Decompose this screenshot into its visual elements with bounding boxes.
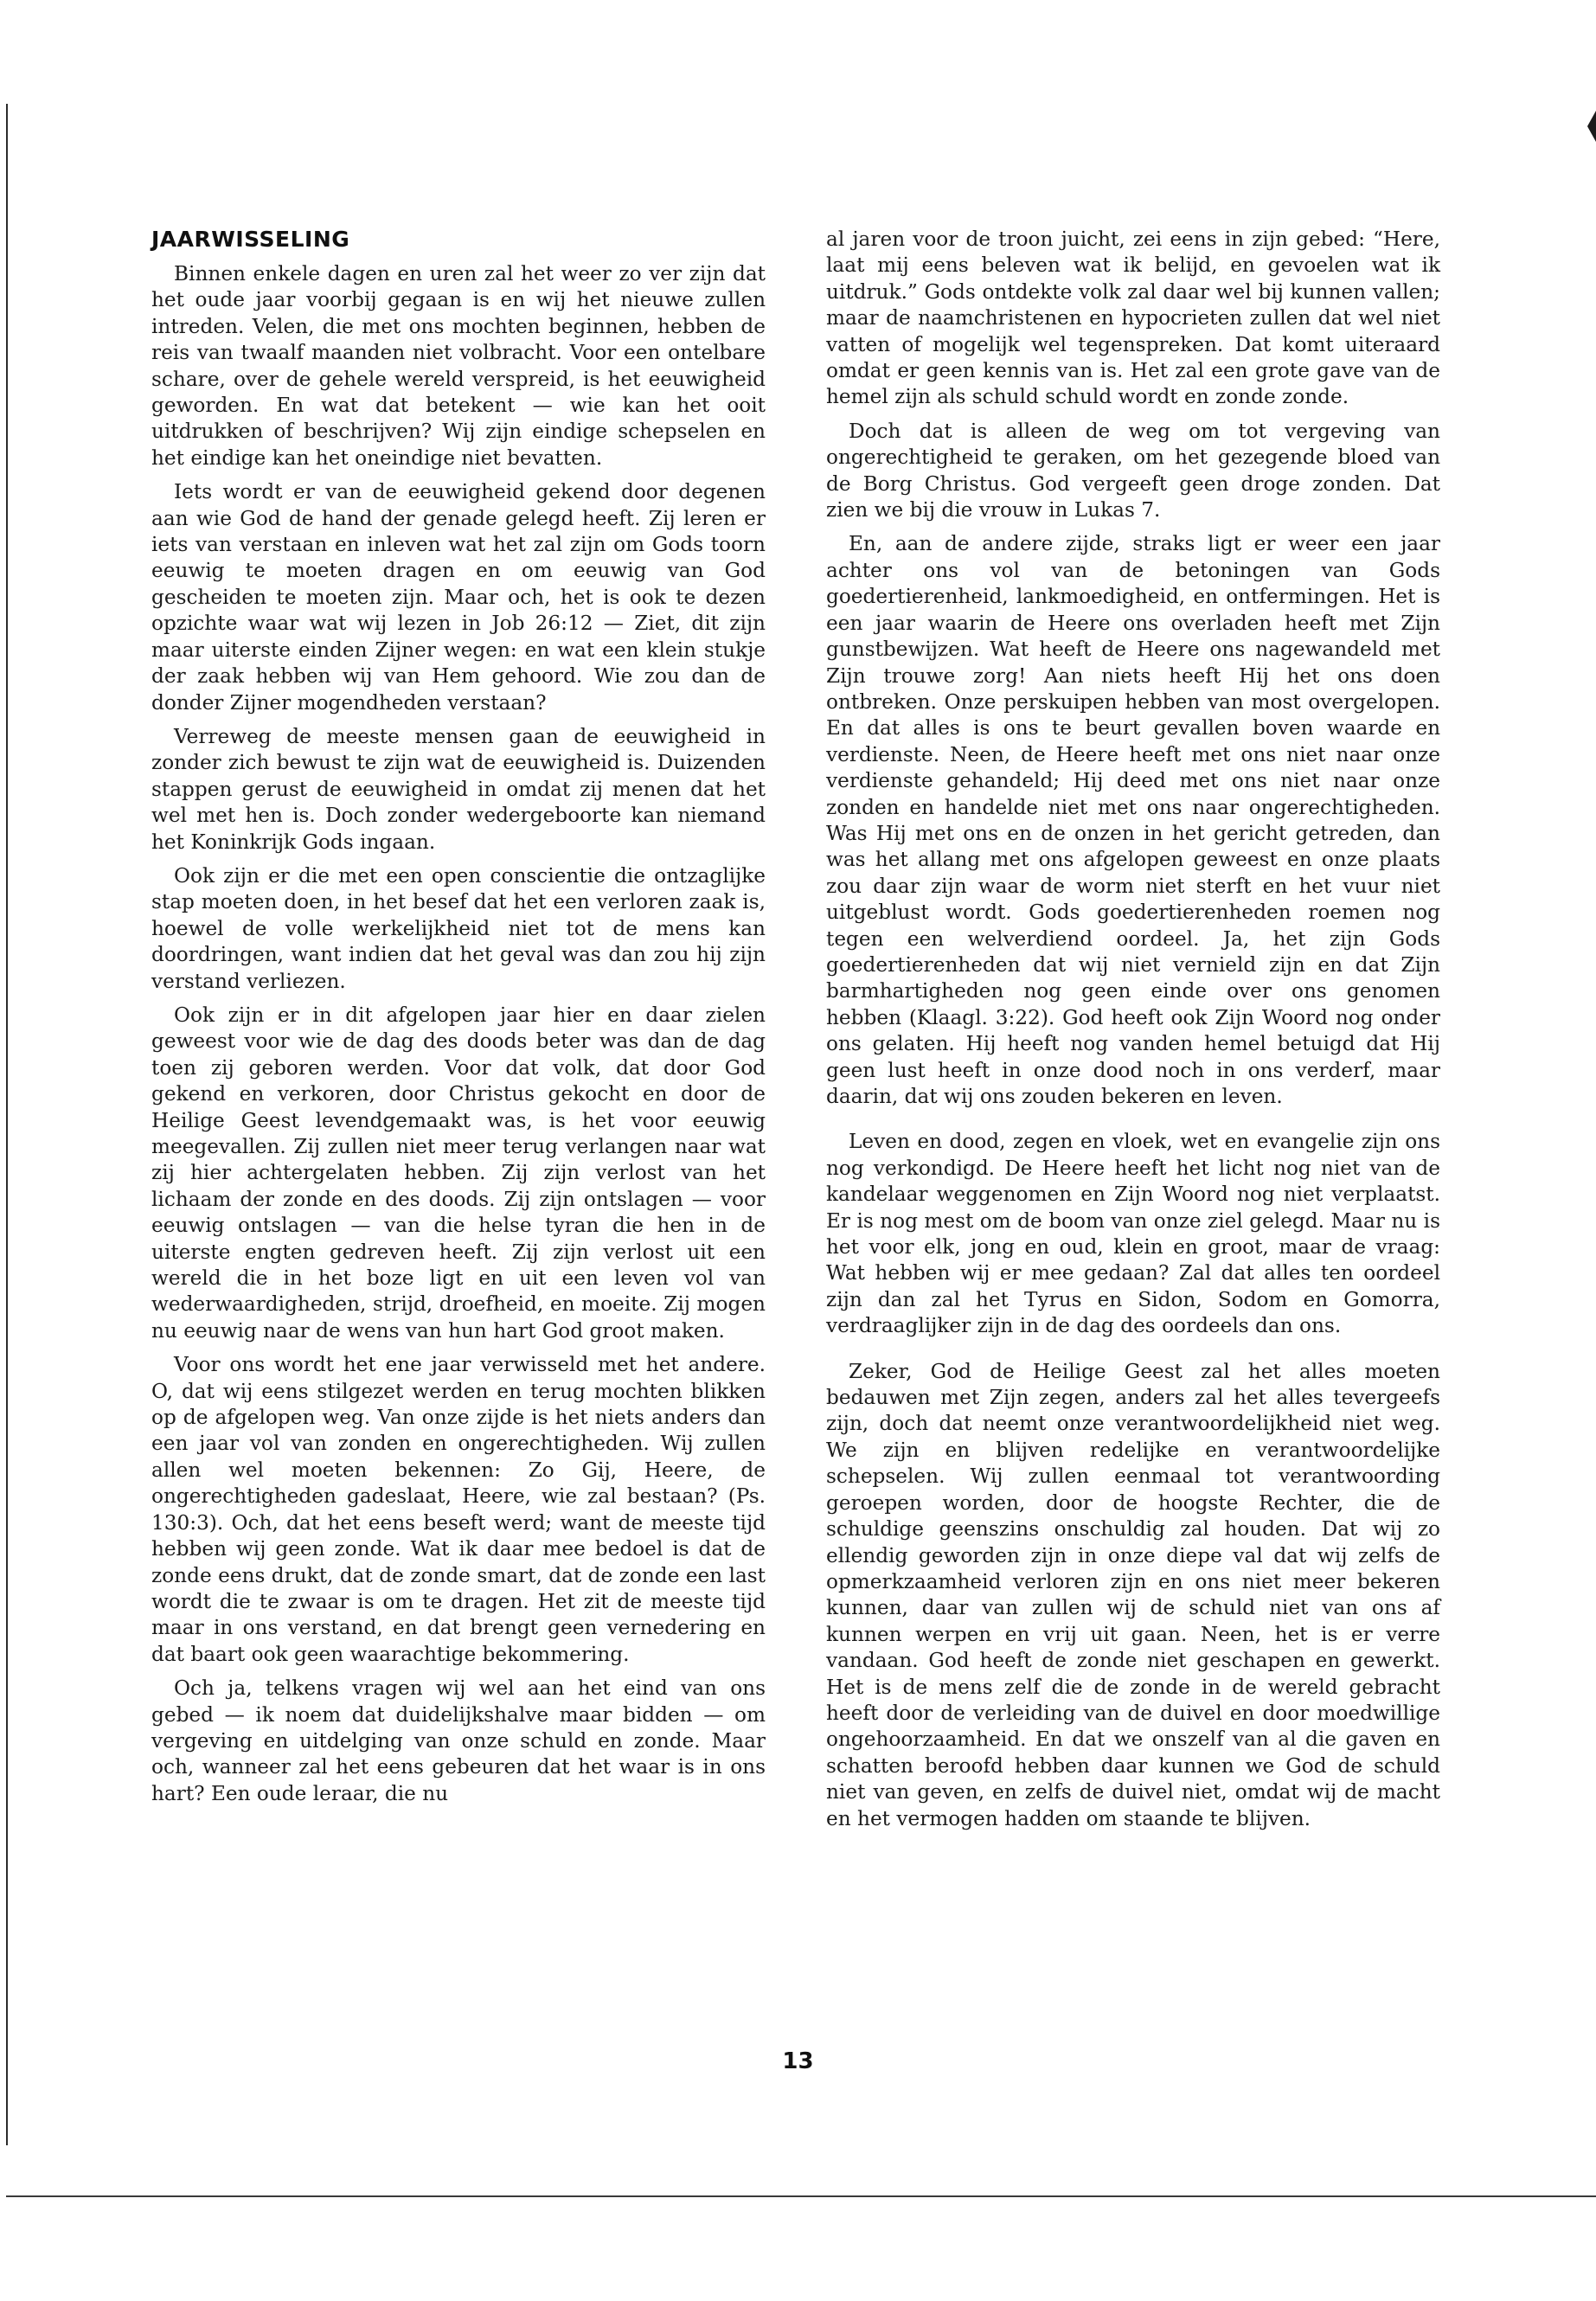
paragraph: Voor ons wordt het ene jaar verwisseld met het andere. O, dat wij eens stilgezet werden en terug mochten blikken op de afgelopen weg. Van onze zijde is het niets anders dan een jaar vol van zonden en ongerechtigheden. Wij zullen allen wel moeten bekennen: Zo Gij, Heere, de ongerechtigheden gadeslaat, Heere, wie zal bestaan? (Ps. 130:3). Och, dat het eens beseft werd; want de meeste tijd hebben wij geen zonde. Wat ik daar mee bedoel is dat de zonde eens drukt, dat de zonde smart, dat de zonde een last wordt die te zwaar is om te dragen. Het zit de meeste tijd maar in ons verstand, en dat brengt geen vernedering en dat baart ook geen waarachtige bekommering. [151, 1353, 766, 1666]
paragraph: al jaren voor de troon juicht, zei eens in zijn gebed: “Here, laat mij eens beleven wat ik belijd, en gevoelen wat ik uitdruk.” Gods ontdekte volk zal daar wel bij kunnen vallen; maar de naamchristenen en hypocrieten zullen dat wel niet vatten of mogelijk wel tegenspreken. Dat komt uiteraard omdat er geen kennis van is. Het zal een grote gave van de hemel zijn als schuld schuld wordt en zonde zonde. [826, 228, 1440, 409]
paragraph: Doch dat is alleen de weg om tot vergeving van ongerechtigheid te geraken, om het gezegende bloed van de Borg Christus. God vergeeft geen droge zonden. Dat zien we bij die vrouw in Lukas 7. [826, 419, 1440, 522]
paragraph: Och ja, telkens vragen wij wel aan het eind van ons gebed — ik noem dat duidelijkshalve maar bidden — om vergeving en uitdelging van onze schuld en zonde. Maar och, wanneer zal het eens gebeuren dat het waar is in ons hart? Een oude leraar, die nu [151, 1676, 766, 1805]
right-column [826, 227, 1440, 1840]
paragraph: Zeker, God de Heilige Geest zal het alles moeten bedauwen met Zijn zegen, anders zal het alles tevergeefs zijn, doch dat neemt onze verantwoordelijkheid niet weg. We zijn en blijven redelijke en verantwoordelijke schepselen. Wij zullen eenmaal tot verantwoording geroepen worden, door de hoogste Rechter, die de schuldige geenszins onschuldig zal houden. Dat wij zo ellendig geworden zijn in onze diepe val dat wij zelfs de opmerkzaamheid verloren zijn en ons niet meer bekeren kunnen, daar van zullen wij de schuld niet van ons af kunnen werpen en vrij uit gaan. Neen, het is er verre vandaan. God heeft de zonde niet geschapen en gewerkt. Het is de mens zelf die de zonde in de wereld gebracht heeft door de verleiding van de duivel en door moedwillige ongehoorzaamheid. En dat we onszelf van al die gaven en schatten beroofd hebben daar kunnen we God de schuld niet van geven, en zelfs de duivel niet, omdat wij de macht en het vermogen hadden om staande te blijven. [826, 1359, 1440, 1830]
scan-edge-bottom [6, 2195, 1596, 2197]
scan-corner-mark [1587, 111, 1596, 142]
paragraph: Iets wordt er van de eeuwigheid gekend door degenen aan wie God de hand der genade gelegd heeft. Zij leren er iets van verstaan en inleven wat het zal zijn om Gods toorn eeuwig te moeten dragen en om eeuwig van God gescheiden te moeten zijn. Maar och, het is ook te dezen opzichte waar wat wij lezen in Job 26:12 — Ziet, dit zijn maar uiterste einden Zijner wegen: en wat een klein stukje der zaak hebben wij van Hem gehoord. Wie zou dan de donder Zijner mogendheden verstaan? [151, 480, 766, 715]
paragraph: En, aan de andere zijde, straks ligt er weer een jaar achter ons vol van de betoningen van Gods goedertierenheid, lankmoedigheid, en ontfermingen. Het is een jaar waarin de Heere ons overladen heeft met Zijn gunstbewijzen. Wat heeft de Heere ons nagewandeld met Zijn trouwe zorg! Aan niets heeft Hij het ons doen ontbreken. Onze perskuipen hebben van most overgelopen. En dat alles is ons te beurt gevallen boven waarde en verdienste. Neen, de Heere heeft met ons niet naar onze verdienste gehandeld; Hij deed met ons niet naar onze zonden en handelde niet met ons naar ongerechtigheden. Was Hij met ons en de onzen in het gericht getreden, dan was het allang met ons afgelopen geweest en onze plaats zou daar zijn waar de worm niet sterft en het vuur niet uitgeblust wordt. Gods goedertierenheden roemen nog tegen een welverdiend oordeel. Ja, het zijn Gods goedertierenheden dat wij niet vernield zijn en dat Zijn barmhartigheden nog geen einde over ons genomen hebben (Klaagl. 3:22). God heeft ook Zijn Woord nog onder ons gelaten. Hij heeft nog vanden hemel betuigd dat Hij geen lust heeft in onze dood noch in ons verderf, maar daarin, dat wij ons zouden bekeren en leven. [826, 532, 1440, 1108]
paragraph: Ook zijn er die met een open conscientie die ontzaglijke stap moeten doen, in het besef dat het een verloren zaak is, hoewel de volle werkelijkheid niet tot de mens kan doordringen, want indien dat het geval was dan zou hij zijn verstand verliezen. [151, 863, 766, 993]
scan-edge-left [6, 104, 8, 2145]
page-number: 13 [782, 2048, 814, 2074]
paragraph: Binnen enkele dagen en uren zal het weer zo ver zijn dat het oude jaar voorbij gegaan is en wij het nieuwe zullen intreden. Velen, die met ons mochten beginnen, hebben de reis van twaalf maanden niet volbracht. Voor een ontelbare schare, over de gehele wereld verspreid, is het eeuwigheid geworden. En wat dat betekent — wie kan het ooit uitdrukken of beschrijven? Wij zijn eindige schepselen en het eindige kan het oneindige niet bevatten. [151, 262, 766, 470]
article-title: JAARWISSELING [151, 227, 350, 252]
left-column [151, 227, 766, 1815]
paragraph: Ook zijn er in dit afgelopen jaar hier en daar zielen geweest voor wie de dag des doods beter was dan de dag toen zij geboren werden. Voor dat volk, dat door God gekend en verkoren, door Christus gekocht en door de Heilige Geest levendgemaakt was, is het voor eeuwig meegevallen. Zij zullen niet meer terug verlangen naar wat zij hier achtergelaten hebben. Zij zijn verlost van het lichaam der zonde en des doods. Zij zijn ontslagen — voor eeuwig ontslagen — van die helse tyran die hen in de uiterste engten gedreven heeft. Zij zijn verlost uit een wereld die in het boze ligt en uit een leven vol van wederwaardigheden, strijd, droefheid, en moeite. Zij mogen nu eeuwig naar de wens van hun hart God groot maken. [151, 1003, 766, 1343]
paragraph: Verreweg de meeste mensen gaan de eeuwigheid in zonder zich bewust te zijn wat de eeuwigheid is. Duizenden stappen gerust de eeuwigheid in omdat zij menen dat het wel met hen is. Doch zonder wedergeboorte kan niemand het Koninkrijk Gods ingaan. [151, 724, 766, 854]
paragraph: Leven en dood, zegen en vloek, wet en evangelie zijn ons nog verkondigd. De Heere heeft het licht nog niet van de kandelaar weggenomen en Zijn Woord nog niet verplaatst. Er is nog mest om de boom van onze ziel gelegd. Maar nu is het voor elk, jong en oud, klein en groot, maar de vraag: Wat hebben wij er mee gedaan? Zal dat alles ten oordeel zijn dan zal het Tyrus en Sidon, Sodom en Gomorra, verdraaglijker zijn in de dag des oordeels dan ons. [826, 1130, 1440, 1338]
